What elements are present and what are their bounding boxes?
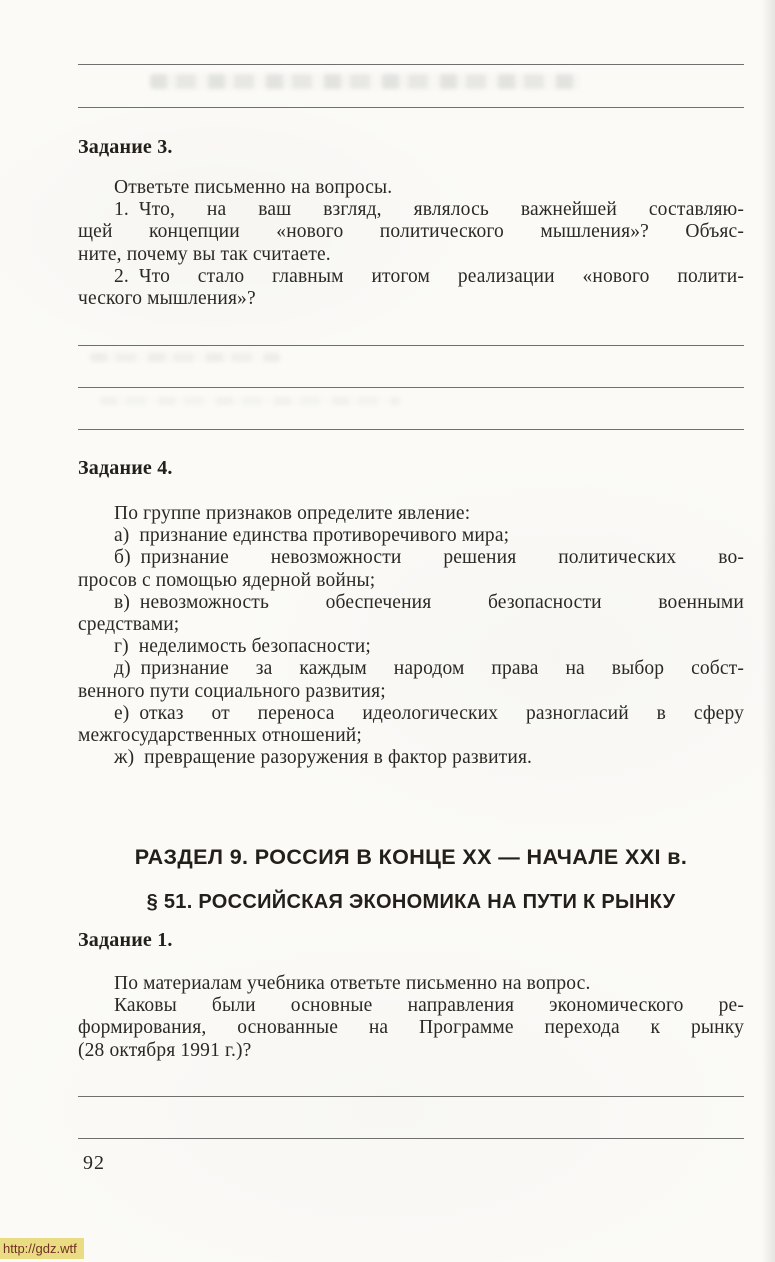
text-line: просов с помощью ядерной войны; bbox=[78, 569, 376, 591]
task3-heading: Задание 3. bbox=[78, 136, 173, 158]
text-line: средствами; bbox=[78, 614, 180, 636]
text-line: б) признание невозможности решения политических во- bbox=[114, 547, 744, 569]
task4-heading: Задание 4. bbox=[78, 457, 173, 479]
text-line: 2. Что стало главным итогом реализации «нового полити- bbox=[114, 265, 744, 287]
text-line: ните, почему вы так считаете. bbox=[78, 243, 331, 265]
task1-heading: Задание 1. bbox=[78, 929, 173, 951]
section-title: РАЗДЕЛ 9. РОССИЯ В КОНЦЕ XX — НАЧАЛЕ XXI в. bbox=[134, 845, 688, 869]
watermark-url: http://gdz.wtf bbox=[0, 1238, 84, 1259]
answer-line bbox=[78, 387, 744, 388]
page-edge-shadow bbox=[762, 0, 775, 1262]
text-line: д) признание за каждым народом права на выбор собст- bbox=[114, 658, 744, 680]
ink-bleed-artifact bbox=[90, 353, 280, 362]
text-line: ж) превращение разоружения в фактор развития. bbox=[114, 747, 533, 769]
answer-line bbox=[78, 1096, 744, 1097]
text-line: щей концепции «нового политического мышления»? Объяс- bbox=[78, 221, 744, 243]
answer-line bbox=[78, 429, 744, 430]
text-line: межгосударственных отношений; bbox=[78, 725, 362, 747]
text-line: По материалам учебника ответьте письменно на вопрос. bbox=[114, 973, 591, 994]
text-line: венного пути социального развития; bbox=[78, 680, 386, 702]
task4-body bbox=[78, 503, 744, 769]
text-line: е) отказ от переноса идеологических разногласий в сферу bbox=[114, 702, 744, 724]
answer-line bbox=[78, 1138, 744, 1139]
text-line: Ответьте письменно на вопросы. bbox=[114, 177, 393, 198]
task3-body bbox=[78, 177, 744, 310]
text-line: Каковы были основные направления экономического ре- bbox=[114, 995, 744, 1017]
answer-line bbox=[78, 345, 744, 346]
answer-line bbox=[78, 64, 744, 65]
page-number: 92 bbox=[83, 1152, 105, 1174]
text-line: в) невозможность обеспечения безопасности военными bbox=[114, 591, 744, 613]
ink-bleed-artifact bbox=[150, 74, 580, 89]
text-line: формирования, основанные на Программе перехода к рынку bbox=[78, 1017, 744, 1039]
text-line: 1. Что, на ваш взгляд, являлось важнейшей составляю- bbox=[114, 199, 744, 221]
text-line: а) признание единства противоречивого мира; bbox=[114, 525, 510, 547]
text-line: г) неделимость безопасности; bbox=[114, 636, 371, 658]
answer-line bbox=[78, 107, 744, 108]
ink-bleed-artifact bbox=[100, 397, 400, 405]
text-line: По группе признаков определите явление: bbox=[114, 503, 471, 524]
text-line: ческого мышления»? bbox=[78, 288, 256, 310]
task1-body bbox=[78, 973, 744, 1062]
section-subtitle: § 51. РОССИЙСКАЯ ЭКОНОМИКА НА ПУТИ К РЫНКУ bbox=[146, 891, 676, 913]
text-line: (28 октября 1991 г.)? bbox=[78, 1039, 252, 1061]
